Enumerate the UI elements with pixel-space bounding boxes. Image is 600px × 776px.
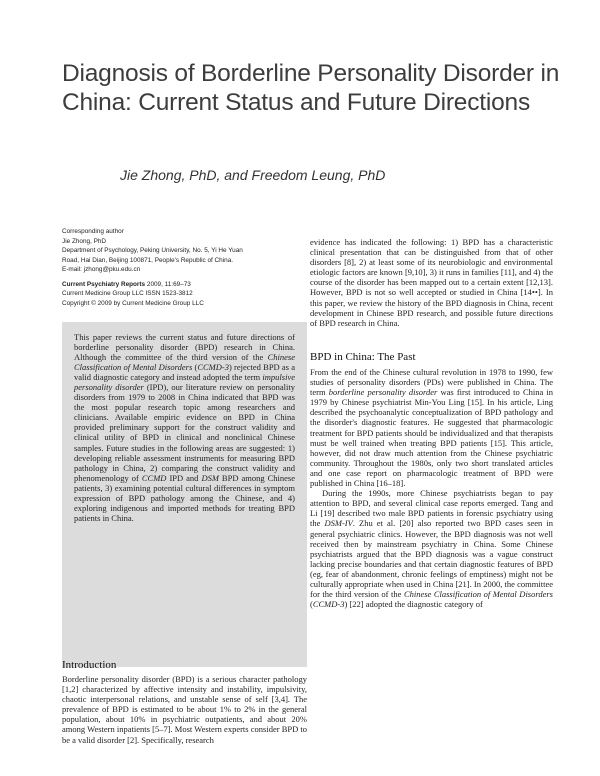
intro-continued-paragraph: evidence has indicated the following: 1) BPD has a characteristic clinical presentation that can be distinguished from that of other disorders [8], 2) at least some of its neurobiologic and environmental etiologic factors are known [9,10], 3) it runs in families [11], and 4) the course of the disorder has been mapped out to a certain extent [12,13]. However, BPD is not so well accepted or studied in China [14••]. In this paper, we review the history of the BPD diagnosis in China, recent development in Chinese BPD research, and possible future directions of BPD research in China.	[310, 237, 553, 328]
past-paragraph-1: From the end of the Chinese cultural revolution in 1978 to 1990, few studies of personality disorders (PDs) were published in China. The term borderline personality disorder was first introduced to China in 1979 by Chinese psychiatrist Min-You Ling [15]. In his article, Ling described the psychoanalytic conceptualization of BPD pathology and the disorder's diagnostic features. He suggested that pharmacologic treatment for BPD patients should be individualized and that therapists must be well trained when treating BPD patients [15]. This article, however, did not draw much attention from the Chinese psychiatric community. Throughout the 1980s, only two short translated articles and one case report on pharmacologic treatment of BPD were published in China [16–18].	[310, 367, 554, 489]
article-authors: Jie Zhong, PhD, and Freedom Leung, PhD	[120, 167, 386, 183]
article-metadata	[62, 227, 307, 308]
citation-copyright: Copyright © 2009 by Current Medicine Group LLC	[62, 299, 204, 307]
correspondence-name: Jie Zhong, PhD	[62, 237, 107, 245]
introduction-heading: Introduction	[62, 659, 117, 671]
past-section-heading: BPD in China: The Past	[310, 351, 416, 363]
correspondence-address-line-2: Road, Hai Dian, Beijing 100871, People's Republic of China.	[62, 256, 234, 264]
intro-continued-text	[310, 237, 553, 328]
citation-journal: Current Psychiatry Reports	[62, 280, 146, 288]
correspondence-address-line-1: Department of Psychology, Peking University, No. 5, Yi He Yuan	[62, 247, 243, 254]
introduction-paragraph: Borderline personality disorder (BPD) is a serious character pathology [1,2] characterized by affective intensity and instability, impulsivity, chaotic interpersonal relations, and unstable sense of self [3,4]. The prevalence of BPD is estimated to be about 1% to 2% in the general population, about 10% in psychiatric outpatients, and about 20% among Western inpatients [5–7]. Most Western experts consider BPD to be a valid disorder [2]. Specifically, research	[62, 674, 307, 745]
citation-publisher: Current Medicine Group LLC ISSN 1523-3812	[62, 290, 193, 297]
citation-details: 2009, 11:69–73	[146, 280, 191, 288]
introduction-text	[62, 674, 307, 745]
correspondence-email[interactable]: E-mail: jzhong@pku.edu.cn	[62, 266, 141, 273]
abstract-box: This paper reviews the current status and future directions of borderline personality disorder (BPD) research in China. Although the committee of the third version of the Chinese Classification of Mental Disorders (CCMD-3) rejected BPD as a valid diagnostic category and instead adopted the term impulsive personality disorder (IPD), our literature review on personality disorders from 1979 to 2008 in China indicated that BPD was the most popular research topic among researchers and clinicians. Available empiric evidence on BPD in China provided preliminary support for the construct validity and clinical utility of BPD in clinical and nonclinical Chinese samples. Future studies in the following areas are suggested: 1) developing reliable assessment instruments for measuring BPD pathology in China, 2) comparing the construct validity and phenomenology of CCMD IPD and DSM BPD among Chinese patients, 3) examining potential cultural differences in symptom expression of BPD pathology among the Chinese, and 4) exploring indigenous and imported methods for treating BPD patients in China.	[62, 322, 307, 667]
past-section-text	[310, 367, 553, 609]
citation-line	[62, 280, 307, 290]
correspondence-heading: Corresponding author	[62, 228, 124, 235]
past-paragraph-2: During the 1990s, more Chinese psychiatrists began to pay attention to BPD, and several clinical case reports emerged. Tang and Li [19] described two male BPD patients in forensic psychiatry using the DSM-IV. Zhu et al. [20] also reported two BPD cases seen in general psychiatric clinics. However, the BPD diagnosis was not well received then by mainstream psychiatry in China. Some Chinese psychiatrists argued that the BPD diagnosis was a vague construct lacking precise boundaries and that certain diagnostic features of BPD (eg, fear of abandonment, chronic feelings of emptiness) might not be culturally appropriate when used in China [21]. In 2000, the committee for the third version of the Chinese Classification of Mental Disorders (CCMD-3) [22] adopted the diagnostic category of	[310, 488, 553, 610]
article-title: Diagnosis of Borderline Personality Disorder in China: Current Status and Future Directions	[62, 60, 560, 116]
